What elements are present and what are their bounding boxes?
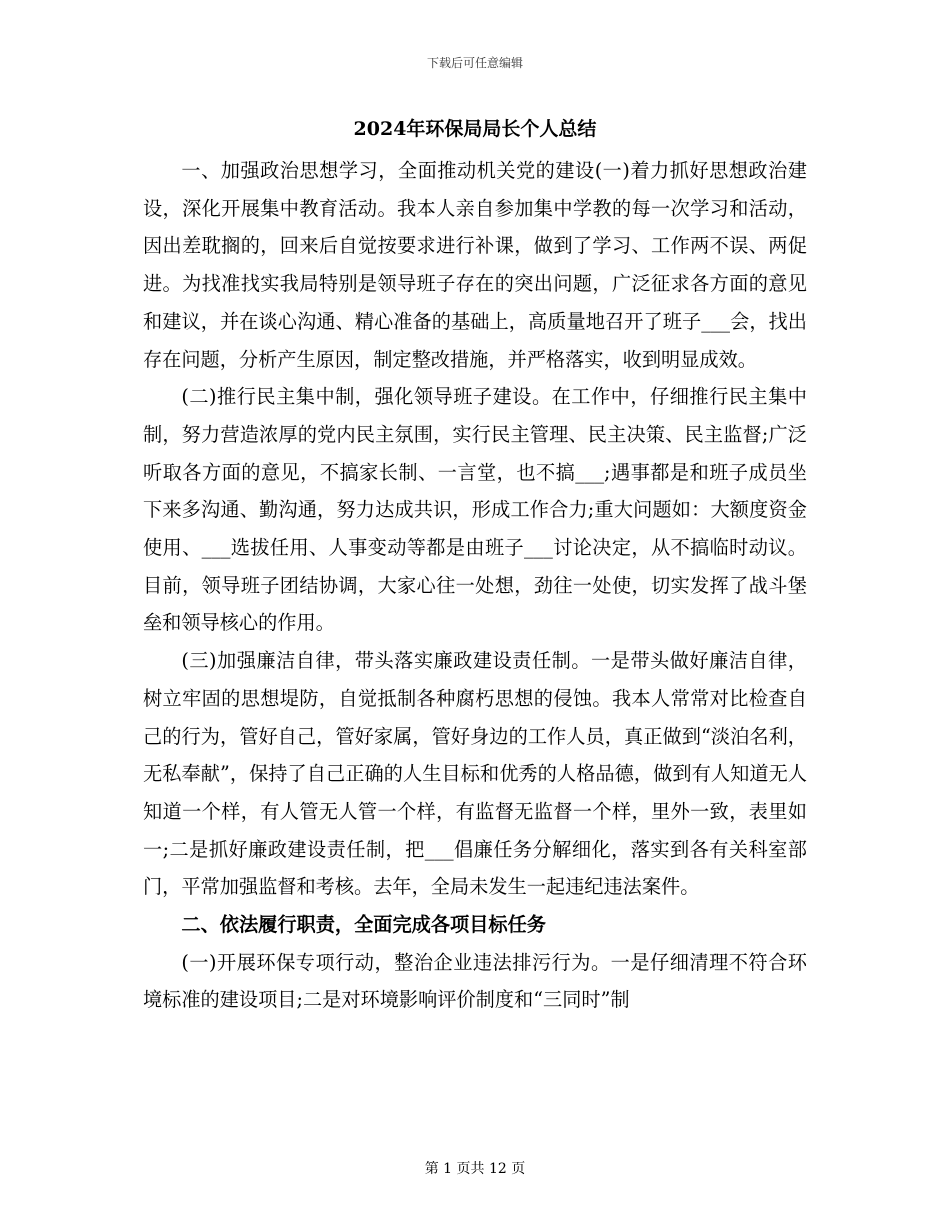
paragraph-1: 一、加强政治思想学习，全面推动机关党的建设(一)着力抓好思想政治建设，深化开展集中教育活动。我本人亲自参加集中学教的每一次学习和活动，因出差耽搁的，回来后自觉按要求进行补课，做到了学习、工作两不误、两促进。为找准找实我局特别是领导班子存在的突出问题，广泛征求各方面的意见和建议，并在谈心沟通、精心准备的基础上，高质量地召开了班子___会，找出存在问题，分析产生原因，制定整改措施，并严格落实，收到明显成效。: [143, 159, 807, 371]
header-note: 下载后可任意编辑: [426, 56, 523, 70]
document-title: 2024年环保局局长个人总结: [353, 118, 597, 140]
page-number: 第 1 页共 12 页: [424, 1161, 526, 1177]
section-heading-2: 二、依法履行职责，全面完成各项目标任务: [181, 913, 546, 937]
document-body: [143, 152, 807, 1019]
paragraph-4: (一)开展环保专项行动，整治企业违法排污行为。一是仔细清理不符合环境标准的建设项目;二是对环境影响评价制度和“三同时”制: [143, 950, 807, 1012]
paragraph-3: (三)加强廉洁自律，带头落实廉政建设责任制。一是带头做好廉洁自律，树立牢固的思想堤防，自觉抵制各种腐朽思想的侵蚀。我本人常常对比检查自己的行为，管好自己，管好家属，管好身边的工作人员，真正做到“淡泊名利，无私奉献”，保持了自己正确的人生目标和优秀的人格品德，做到有人知道无人知道一个样，有人管无人管一个样，有监督无监督一个样，里外一致，表里如一;二是抓好廉政建设责任制，把___倡廉任务分解细化，落实到各有关科室部门，平常加强监督和考核。去年，全局未发生一起违纪违法案件。: [143, 649, 807, 899]
paragraph-2: (二)推行民主集中制，强化领导班子建设。在工作中，仔细推行民主集中制，努力营造浓厚的党内民主氛围，实行民主管理、民主决策、民主监督;广泛听取各方面的意见，不搞家长制、一言堂，也不搞___;遇事都是和班子成员坐下来多沟通、勤沟通，努力达成共识，形成工作合力;重大问题如：大额度资金使用、___选拔任用、人事变动等都是由班子___讨论决定，从不搞临时动议。目前，领导班子团结协调，大家心往一处想，劲往一处使，切实发挥了战斗堡垒和领导核心的作用。: [143, 385, 807, 635]
